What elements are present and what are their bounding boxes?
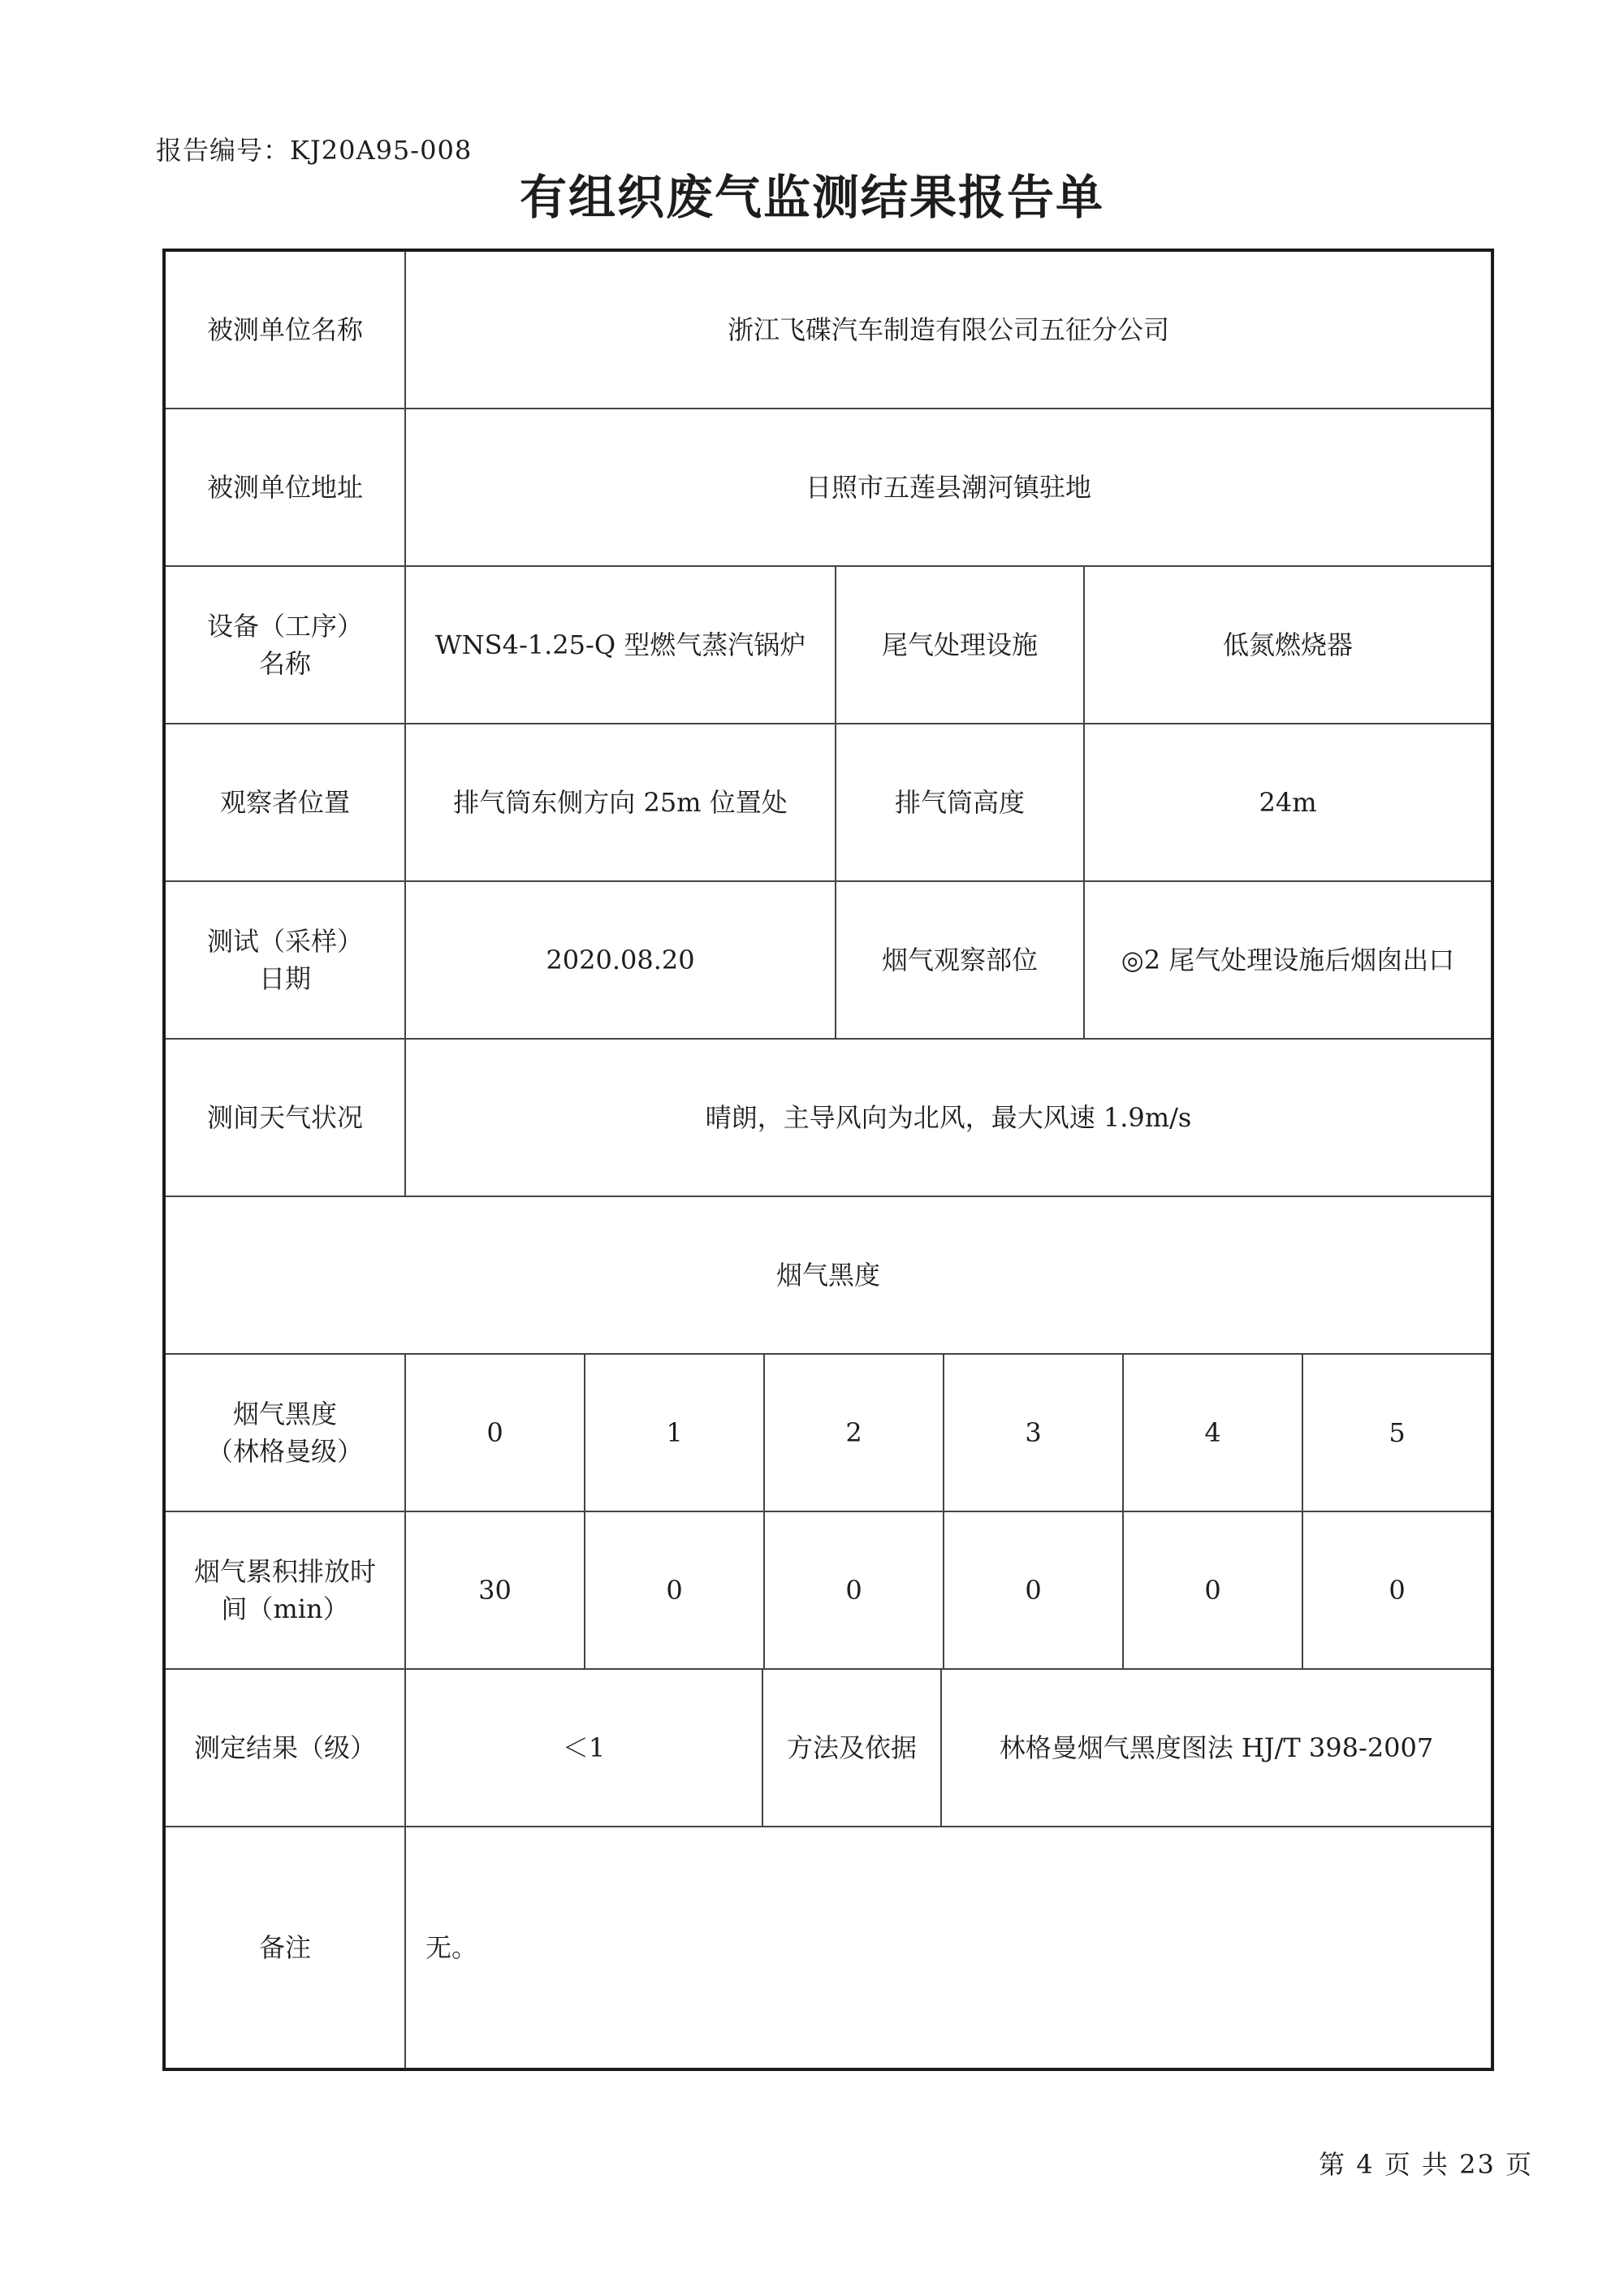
grade-cell: 2 bbox=[765, 1355, 944, 1511]
emission-time-label-line2: 间（min） bbox=[221, 1593, 349, 1624]
method-label: 方法及依据 bbox=[763, 1670, 942, 1826]
equipment-label-line1: 设备（工序） bbox=[206, 611, 363, 642]
row-unit-name bbox=[166, 252, 1491, 409]
row-result bbox=[166, 1670, 1491, 1827]
ringelmann-label-line2: （林格曼级） bbox=[206, 1436, 363, 1467]
obs-part-label: 烟气观察部位 bbox=[836, 882, 1085, 1038]
grade-cell: 3 bbox=[944, 1355, 1124, 1511]
row-observer bbox=[166, 724, 1491, 882]
emission-time-label bbox=[166, 1512, 406, 1668]
equipment-value: WNS4-1.25-Q 型燃气蒸汽锅炉 bbox=[406, 567, 836, 723]
grade-cell: 1 bbox=[585, 1355, 765, 1511]
row-section-title bbox=[166, 1197, 1491, 1355]
grade-cell: 0 bbox=[406, 1355, 585, 1511]
report-number: 报告编号：KJ20A95-008 bbox=[156, 135, 473, 166]
ringelmann-label bbox=[166, 1355, 406, 1511]
row-remark bbox=[166, 1827, 1491, 2068]
test-date-label-line2: 日期 bbox=[258, 963, 311, 994]
emission-time-cell: 30 bbox=[406, 1512, 585, 1668]
test-date-label-line1: 测试（采样） bbox=[206, 926, 363, 957]
test-date-label bbox=[166, 882, 406, 1038]
equipment-label-line2: 名称 bbox=[258, 648, 311, 679]
grade-cell: 4 bbox=[1124, 1355, 1303, 1511]
row-emission-time bbox=[166, 1512, 1491, 1670]
observer-label: 观察者位置 bbox=[166, 724, 406, 880]
emission-time-cell: 0 bbox=[944, 1512, 1124, 1668]
unit-name-value: 浙江飞碟汽车制造有限公司五征分公司 bbox=[727, 314, 1169, 345]
grade-cell: 5 bbox=[1389, 1417, 1406, 1448]
stack-height-label: 排气筒高度 bbox=[836, 724, 1085, 880]
emission-time-cell: 0 bbox=[1124, 1512, 1303, 1668]
method-value: 林格曼烟气黑度图法 HJ/T 398-2007 bbox=[999, 1732, 1434, 1763]
obs-part-value: ◎2 尾气处理设施后烟囱出口 bbox=[1121, 945, 1455, 975]
page-number: 第 4 页 共 23 页 bbox=[1319, 2149, 1533, 2180]
ringelmann-label-line1: 烟气黑度 bbox=[232, 1399, 337, 1429]
remark-value: 无。 bbox=[425, 1932, 478, 1963]
page-title: 有组织废气监测结果报告单 bbox=[519, 170, 1104, 225]
row-equipment bbox=[166, 567, 1491, 724]
emission-time-cell: 0 bbox=[765, 1512, 944, 1668]
row-unit-address bbox=[166, 409, 1491, 567]
row-weather bbox=[166, 1040, 1491, 1197]
observer-value: 排气筒东侧方向 25m 位置处 bbox=[406, 724, 836, 880]
unit-address-value: 日照市五莲县潮河镇驻地 bbox=[805, 472, 1091, 503]
unit-address-label: 被测单位地址 bbox=[166, 409, 406, 565]
emission-time-cell: 0 bbox=[585, 1512, 765, 1668]
remark-label: 备注 bbox=[166, 1827, 406, 2068]
section-title: 烟气黑度 bbox=[775, 1260, 880, 1291]
weather-label: 测间天气状况 bbox=[166, 1040, 406, 1196]
stack-height-value: 24m bbox=[1259, 787, 1317, 818]
result-label: 测定结果（级） bbox=[166, 1670, 406, 1826]
row-ringelmann-grades bbox=[166, 1355, 1491, 1512]
treatment-value: 低氮燃烧器 bbox=[1222, 629, 1353, 660]
test-date-value: 2020.08.20 bbox=[406, 882, 836, 1038]
unit-name-label: 被测单位名称 bbox=[166, 252, 406, 408]
report-form bbox=[162, 249, 1494, 2071]
equipment-label bbox=[166, 567, 406, 723]
result-value: ＜1 bbox=[406, 1670, 763, 1826]
row-test-date bbox=[166, 882, 1491, 1040]
weather-value: 晴朗，主导风向为北风，最大风速 1.9m/s bbox=[705, 1102, 1192, 1133]
emission-time-cell: 0 bbox=[1389, 1575, 1406, 1606]
emission-time-label-line1: 烟气累积排放时 bbox=[193, 1556, 376, 1587]
treatment-label: 尾气处理设施 bbox=[836, 567, 1085, 723]
